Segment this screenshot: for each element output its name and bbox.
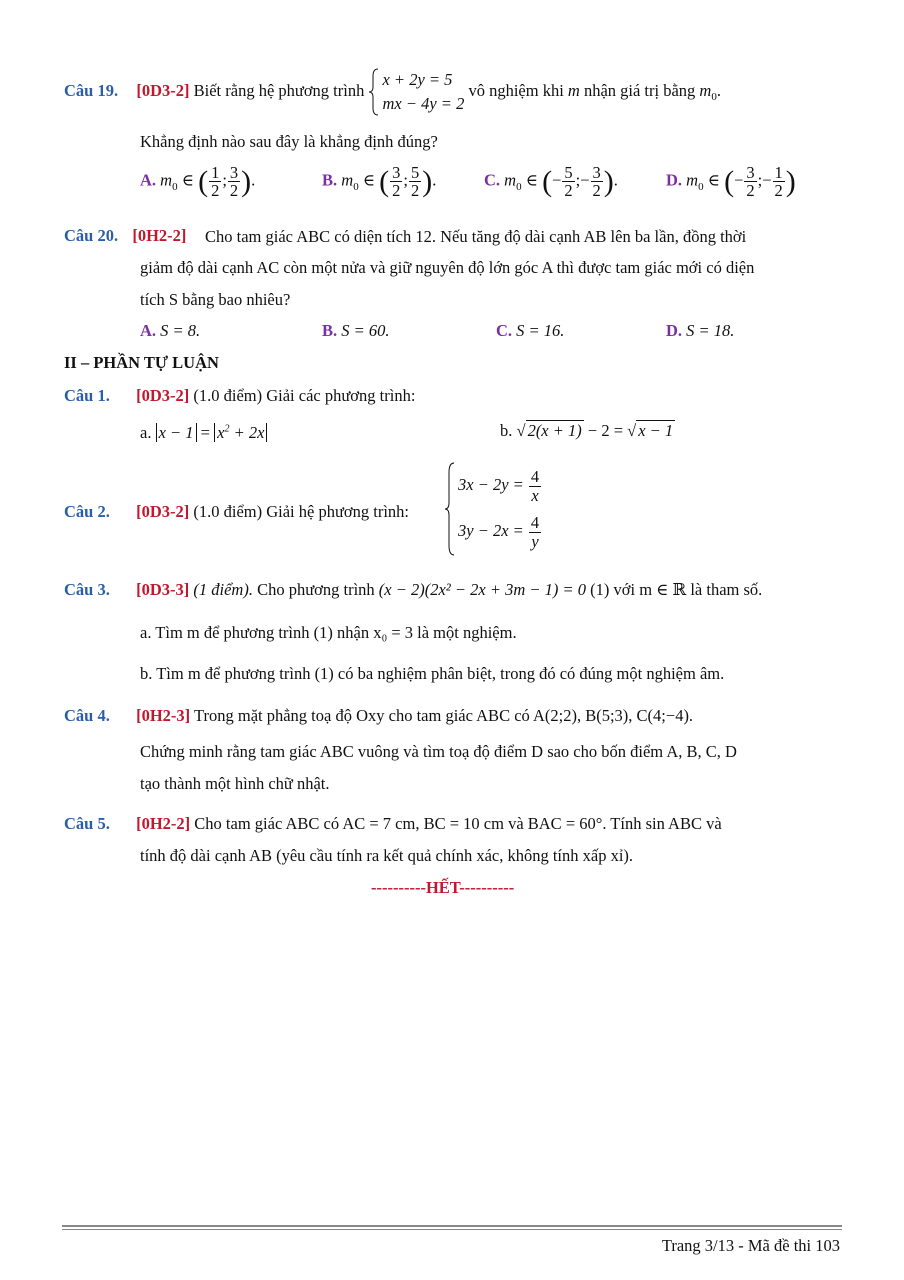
c3-b: b. Tìm m để phương trình (1) có ba nghiệm phân biệt, trong đó có đúng một nghiệm âm. — [140, 664, 725, 683]
question-tag: [0D3-2] — [136, 502, 190, 521]
c1-a: a. $x - 1 = x^2 + 2x$ — [140, 423, 267, 443]
q20-line3 — [140, 290, 290, 310]
fraction — [209, 164, 221, 200]
option-c[interactable] — [496, 321, 564, 341]
denominator: 2 — [392, 181, 401, 201]
question-text: Cho phương trình — [257, 580, 375, 599]
equation-row: x + 2y = 5 — [382, 70, 453, 89]
variable: m — [699, 80, 712, 100]
part-label: b. — [500, 421, 513, 440]
denominator: 2 — [774, 181, 783, 201]
fraction — [228, 164, 240, 200]
c4-line3: tạo thành một hình chữ nhật. — [140, 774, 330, 793]
subscript: 0 — [172, 180, 178, 193]
option-d[interactable]: D. $m_0$ ∈ (− $\frac{3}{2}$ ;− $\frac{1}{2}$ ) — [666, 163, 796, 201]
c3-line — [64, 580, 762, 600]
question-text: nhận giá trị bằng — [583, 80, 696, 100]
option-label: D. — [666, 170, 683, 190]
question-tag: [0H2-2] — [132, 226, 187, 245]
bracket: ) — [422, 164, 433, 198]
question-text: (1.0 điểm) Giải hệ phương trình: — [193, 502, 410, 521]
question-text: tích S bằng bao nhiêu? — [140, 290, 291, 309]
subscript: 0 — [516, 180, 522, 193]
bracket: ) — [785, 164, 796, 198]
subscript: 0 — [711, 91, 717, 104]
option-label: C. — [496, 321, 513, 340]
option-label: D. — [666, 321, 683, 340]
c1-line — [64, 386, 415, 406]
bracket: ) — [603, 164, 614, 198]
numerator: 1 — [774, 163, 783, 182]
question-text: vô nghiệm khi — [468, 80, 564, 100]
equation-row — [458, 462, 542, 508]
q19-line1: Câu 19. [0D3-2] Biết rằng hệ phương trình x + 2y = 5 mx − 4y = 2 vô nghiệm khi m nhận giá trị bằng $m_0$. — [64, 68, 721, 116]
numerator: 5 — [564, 163, 573, 182]
equation-system — [444, 462, 542, 556]
fraction — [529, 468, 541, 504]
sqrt-expression: √ x − 1 — [627, 421, 674, 440]
sign: − — [552, 170, 562, 190]
variable: m — [686, 170, 699, 190]
fraction — [744, 164, 756, 200]
option-a[interactable] — [140, 321, 200, 341]
option-label: B. — [322, 321, 338, 340]
option-b[interactable]: B. $m_0$ ∈ ( $\frac{3}{2}$ ; $\frac{5}{2}$ ). — [322, 163, 437, 201]
sqrt-expression: √ 2(x + 1) — [516, 421, 582, 440]
fraction — [562, 164, 574, 200]
points: (1 điểm). — [193, 580, 253, 599]
question-number: Câu 2. — [64, 502, 110, 521]
math-expression: 3y − 2x = — [458, 521, 524, 540]
fraction — [409, 164, 421, 200]
footer-rule — [62, 1225, 842, 1227]
option-value: S = 8. — [160, 321, 201, 340]
denominator: 2 — [746, 181, 755, 201]
c4-line2: Chứng minh rằng tam giác ABC vuông và tìm toạ độ điểm D sao cho bốn điểm A, B, C, D — [140, 742, 737, 761]
fraction — [773, 164, 785, 200]
question-text: Cho tam giác ABC có AC = 7 cm, BC = 10 cm và BAC = 60°. Tính sin ABC và — [194, 814, 722, 833]
bracket: ) — [241, 164, 252, 198]
option-c[interactable]: C. $m_0$ ∈ (− $\frac{5}{2}$ ;− $\frac{3}{2}$ ). — [484, 163, 618, 201]
brace-icon — [444, 462, 456, 556]
math-expression: x − 1 — [156, 423, 197, 442]
question-number: Câu 3. — [64, 580, 110, 599]
equation-row: mx − 4y = 2 — [382, 94, 465, 113]
question-tag: [0D3-3] — [136, 580, 190, 599]
option-b[interactable] — [322, 321, 390, 341]
punct: . — [432, 170, 437, 190]
option-d[interactable] — [666, 321, 734, 341]
equation-number: (1) — [590, 580, 610, 599]
subscript: 0 — [353, 180, 359, 193]
math-expression: (x − 2)(2x² − 2x + 3m − 1) = 0 — [378, 580, 587, 599]
question-tag: [0H2-2] — [136, 814, 191, 833]
denominator: x — [531, 485, 539, 505]
math-expression: $x^2 + 2x$ — [214, 423, 267, 442]
question-text: Trong mặt phẳng toạ độ Oxy cho tam giác ABC có A(2;2), B(5;3), C(4;−4). — [194, 706, 694, 725]
equation-row — [458, 508, 542, 554]
sign: − — [734, 170, 744, 190]
punct: . — [251, 170, 256, 190]
q20-body — [205, 222, 840, 252]
page-footer: Trang 3/13 - Mã đề thi 103 — [661, 1236, 840, 1255]
c4-header — [64, 706, 693, 726]
option-label: A. — [140, 321, 157, 340]
question-tag: [0H2-3] — [136, 706, 191, 725]
question-text: Khẳng định nào sau đây là khẳng định đúng? — [140, 132, 438, 151]
q20-line2 — [140, 258, 754, 278]
sign: − — [762, 170, 772, 190]
denominator: 2 — [564, 181, 573, 201]
question-text: Biết rằng hệ phương trình — [193, 80, 365, 100]
numerator: 4 — [530, 467, 540, 487]
question-number: Câu 5. — [64, 814, 110, 833]
variable: m — [341, 170, 354, 190]
variable: m — [160, 170, 173, 190]
question-tag: [0D3-2] — [136, 386, 190, 405]
option-value: S = 16. — [516, 321, 565, 340]
c5-header — [64, 814, 722, 834]
question-number: Câu 20. — [64, 226, 119, 245]
fraction — [529, 514, 541, 550]
brace-icon — [368, 68, 380, 116]
punct: . — [613, 170, 618, 190]
option-value: S = 60. — [341, 321, 390, 340]
question-text: giảm độ dài cạnh AC còn một nửa và giữ nguyên độ lớn góc A thì được tam giác mới có diện — [140, 258, 755, 277]
section-title: II – PHẦN TỰ LUẬN — [64, 353, 219, 372]
q19-line2 — [140, 132, 438, 152]
option-label: C. — [484, 170, 501, 190]
c3-a: a. Tìm m để phương trình (1) nhận x₀ = 3 là một nghiệm. — [140, 623, 517, 642]
denominator: 2 — [229, 181, 239, 201]
numerator: 5 — [411, 163, 420, 182]
numerator: 3 — [746, 163, 755, 182]
numerator: 1 — [211, 163, 220, 182]
end-mark: ----------HẾT---------- — [371, 878, 515, 897]
c1-b: b. √ 2(x + 1) − 2 = √ x − 1 — [500, 421, 674, 440]
option-label: B. — [322, 170, 338, 190]
question-text: (1.0 điểm) Giải các phương trình: — [193, 386, 416, 405]
question-number: Câu 19. — [64, 80, 119, 100]
sign: − — [580, 170, 590, 190]
denominator: 2 — [411, 181, 420, 201]
question-tag: [0D3-2] — [136, 80, 190, 100]
subscript: 0 — [698, 180, 704, 193]
numerator: 3 — [392, 163, 401, 182]
question-text: Cho tam giác ABC có diện tích 12. Nếu tăng độ dài cạnh AB lên ba lần, đồng thời — [205, 227, 747, 246]
denominator: 2 — [592, 181, 601, 201]
c2-system — [444, 462, 542, 556]
part-label: a. — [140, 423, 152, 442]
variable: m — [567, 80, 580, 100]
question-number: Câu 1. — [64, 386, 110, 405]
option-label: A. — [140, 170, 157, 190]
numerator: 3 — [229, 163, 239, 182]
variable: m — [504, 170, 517, 190]
q20-header — [64, 226, 186, 246]
footer-rule-thin — [62, 1229, 842, 1230]
fraction — [591, 164, 603, 200]
question-text: với m ∈ ℝ là tham số. — [613, 580, 763, 599]
c5-line2: tính độ dài cạnh AB (yêu cầu tính ra kết quả chính xác, không tính xấp xỉ). — [140, 846, 634, 865]
equation-system — [368, 68, 464, 116]
numerator: 4 — [530, 513, 540, 533]
denominator: y — [531, 531, 539, 551]
math-expression: 3x − 2y = — [458, 475, 524, 494]
option-a[interactable]: A. $m_0$ ∈ ( $\frac{1}{2}$ ; $\frac{3}{2}$ ). — [140, 163, 256, 201]
option-value: S = 18. — [686, 321, 735, 340]
numerator: 3 — [592, 163, 601, 182]
fraction — [390, 164, 402, 200]
denominator: 2 — [211, 181, 220, 201]
c2-line — [64, 502, 409, 522]
question-number: Câu 4. — [64, 706, 110, 725]
